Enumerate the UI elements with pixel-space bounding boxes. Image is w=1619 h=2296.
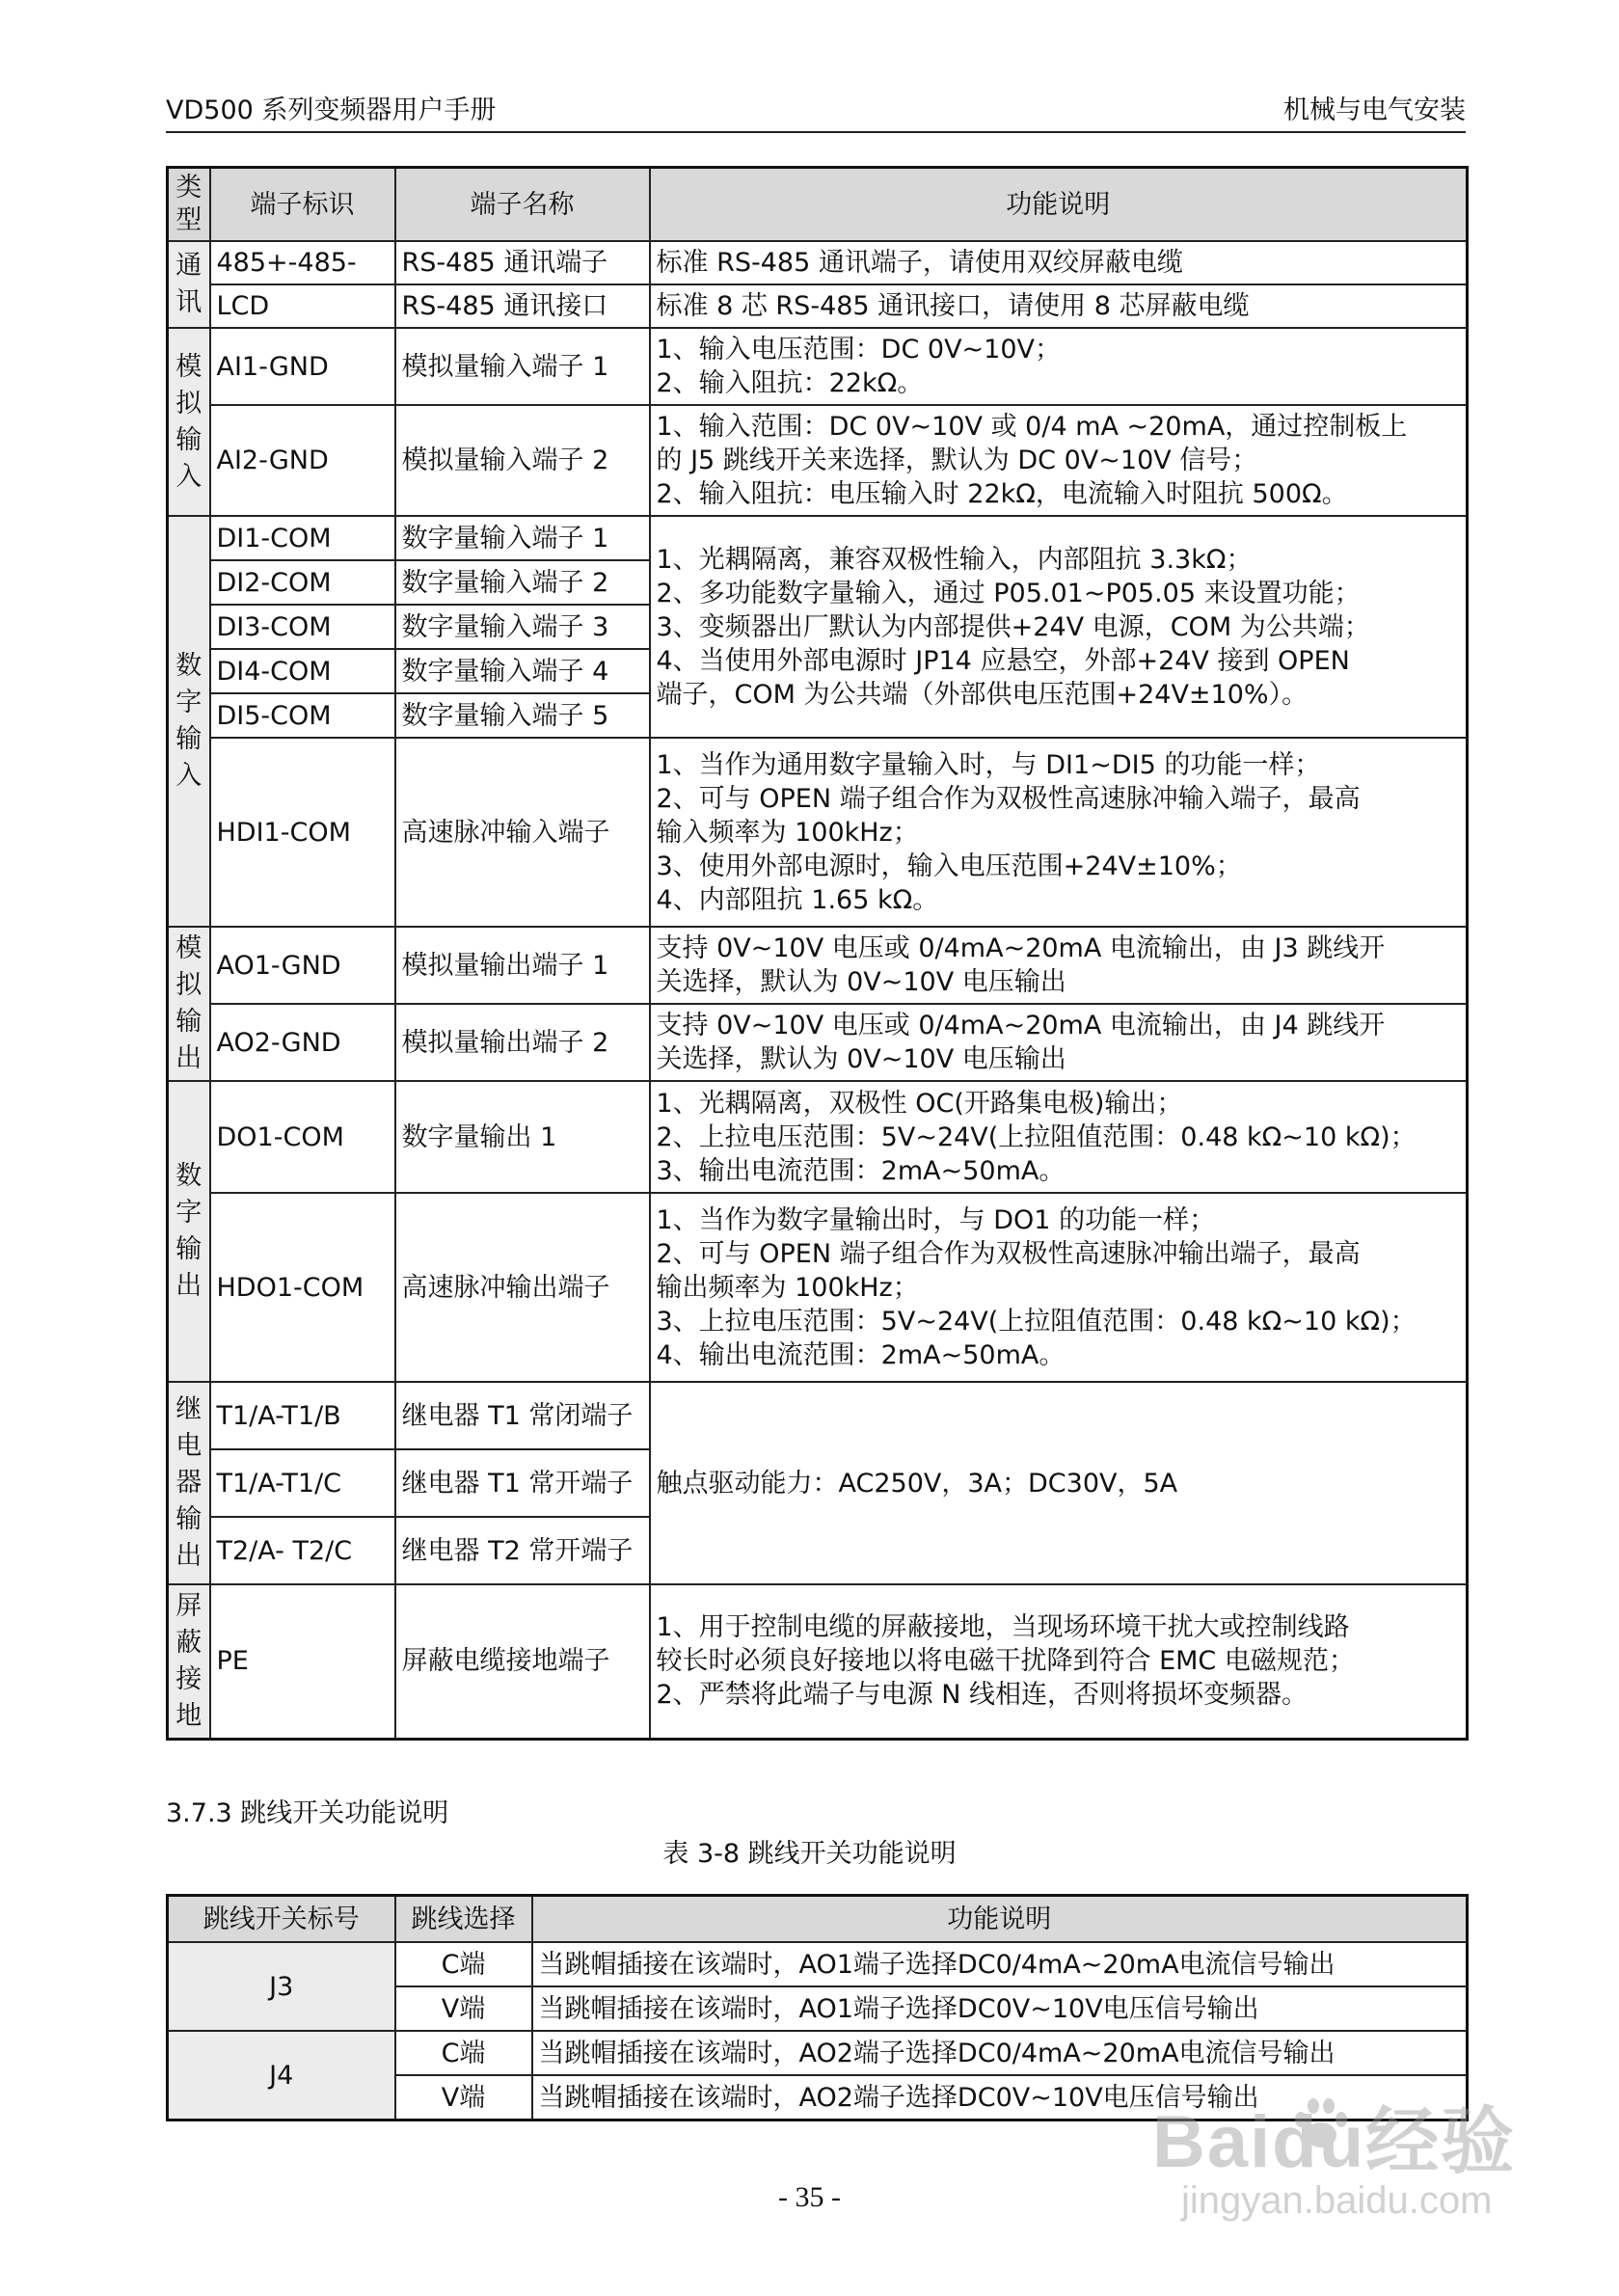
terminal-name: 模拟量输出端子 2 xyxy=(395,1004,650,1081)
table-row xyxy=(168,738,1468,927)
table-row xyxy=(168,927,1468,1004)
header-jumper-function: 功能说明 xyxy=(532,1896,1468,1943)
page-header xyxy=(166,89,1466,133)
jumper-label: J3 xyxy=(168,1942,395,2031)
table-row xyxy=(168,516,1468,560)
section-heading: 3.7.3 跳线开关功能说明 xyxy=(166,1798,449,1828)
terminal-desc: 标准 8 芯 RS-485 通讯接口，请使用 8 芯屏蔽电缆 xyxy=(650,284,1468,328)
terminal-desc: 1、输入电压范围：DC 0V~10V； 2、输入阻抗：22kΩ。 xyxy=(650,328,1468,405)
table-row xyxy=(168,1193,1468,1382)
table-row xyxy=(168,1942,1468,1986)
baidu-watermark xyxy=(1152,2083,1596,2237)
terminal-name: 数字量输入端子 2 xyxy=(395,560,650,605)
table-caption: 表 3-8 跳线开关功能说明 xyxy=(662,1839,957,1869)
terminal-id: DI5-COM xyxy=(210,693,395,738)
terminal-name: 数字量输入端子 4 xyxy=(395,649,650,693)
terminal-table-header xyxy=(168,168,1468,242)
terminal-name: 继电器 T1 常开端子 xyxy=(395,1449,650,1517)
terminal-desc: 1、光耦隔离，双极性 OC(开路集电极)输出； 2、上拉电压范围：5V~24V(上拉阻值范围：0.48 kΩ~10 kΩ)； 3、输出电流范围：2mA~50mA。 xyxy=(650,1081,1468,1193)
jumper-label: J4 xyxy=(168,2031,395,2120)
jumper-choice: C端 xyxy=(395,2031,532,2075)
header-jumper-choice: 跳线选择 xyxy=(395,1896,532,1943)
paw-icon xyxy=(1287,2091,1355,2158)
header-function: 功能说明 xyxy=(650,168,1468,242)
terminal-id: HDO1-COM xyxy=(210,1193,395,1382)
table-row xyxy=(168,2031,1468,2075)
terminal-id: DI1-COM xyxy=(210,516,395,560)
terminal-name: 模拟量输入端子 1 xyxy=(395,328,650,405)
header-terminal-id: 端子标识 xyxy=(210,168,395,242)
terminal-desc: 支持 0V~10V 电压或 0/4mA~20mA 电流输出，由 J4 跳线开 关选择，默认为 0V~10V 电压输出 xyxy=(650,1004,1468,1081)
terminal-desc: 支持 0V~10V 电压或 0/4mA~20mA 电流输出，由 J3 跳线开 关选择，默认为 0V~10V 电压输出 xyxy=(650,927,1468,1004)
chapter-title: 机械与电气安装 xyxy=(1283,95,1466,125)
jumper-table-header xyxy=(168,1896,1468,1943)
terminal-id: DI3-COM xyxy=(210,605,395,649)
watermark-brand: Baidu经验 xyxy=(1152,2101,1517,2183)
table-row xyxy=(168,284,1468,328)
terminal-desc: 触点驱动能力：AC250V，3A；DC30V，5A xyxy=(650,1382,1468,1584)
terminal-name: 屏蔽电缆接地端子 xyxy=(395,1584,650,1739)
page-number: - 35 - xyxy=(778,2181,841,2213)
terminal-id: AI1-GND xyxy=(210,328,395,405)
watermark-url: jingyan.baidu.com xyxy=(1181,2179,1493,2222)
terminal-name: 模拟量输入端子 2 xyxy=(395,405,650,516)
terminal-id: 485+-485- xyxy=(210,241,395,284)
terminal-name: RS-485 通讯接口 xyxy=(395,284,650,328)
manual-title: VD500 系列变频器用户手册 xyxy=(166,95,497,125)
terminal-id: T1/A-T1/C xyxy=(210,1449,395,1517)
jumper-desc: 当跳帽插接在该端时，AO2端子选择DC0V~10V电压信号输出 xyxy=(532,2075,1468,2120)
terminal-id: AI2-GND xyxy=(210,405,395,516)
terminal-id: HDI1-COM xyxy=(210,738,395,927)
header-terminal-name: 端子名称 xyxy=(395,168,650,242)
terminal-id: PE xyxy=(210,1584,395,1739)
terminal-name: 继电器 T2 常开端子 xyxy=(395,1517,650,1584)
table-row xyxy=(168,405,1468,516)
jumper-desc: 当跳帽插接在该端时，AO2端子选择DC0/4mA~20mA电流信号输出 xyxy=(532,2031,1468,2075)
table-row xyxy=(168,1081,1468,1193)
table-row xyxy=(168,1584,1468,1739)
header-jumper-id: 跳线开关标号 xyxy=(168,1896,395,1943)
category-digital-input: 数字输入 xyxy=(168,516,210,927)
terminal-desc: 1、当作为数字量输出时，与 DO1 的功能一样； 2、可与 OPEN 端子组合作为双极性高速脉冲输出端子，最高 输出频率为 100kHz； 3、上拉电压范围：5V~24V(上拉阻值范围：0.48 kΩ~10 kΩ)； 4、输出电流范围：2mA~50mA。 xyxy=(650,1193,1468,1382)
terminal-desc: 1、当作为通用数字量输入时，与 DI1~DI5 的功能一样； 2、可与 OPEN 端子组合作为双极性高速脉冲输入端子，最高 输入频率为 100kHz； 3、使用外部电源时，输入电压范围+24V±10%； 4、内部阻抗 1.65 kΩ。 xyxy=(650,738,1468,927)
jumper-choice: V端 xyxy=(395,1986,532,2031)
table-row xyxy=(168,328,1468,405)
jumper-choice: C端 xyxy=(395,1942,532,1986)
category-comm: 通讯 xyxy=(168,241,210,328)
terminal-desc: 标准 RS-485 通讯端子，请使用双绞屏蔽电缆 xyxy=(650,241,1468,284)
terminal-name: 高速脉冲输出端子 xyxy=(395,1193,650,1382)
terminal-desc: 1、输入范围：DC 0V~10V 或 0/4 mA ~20mA，通过控制板上 的 J5 跳线开关来选择，默认为 DC 0V~10V 信号； 2、输入阻抗：电压输入时 22kΩ，电流输入时阻抗 500Ω。 xyxy=(650,405,1468,516)
terminal-desc: 1、光耦隔离，兼容双极性输入，内部阻抗 3.3kΩ； 2、多功能数字量输入，通过 P05.01~P05.05 来设置功能； 3、变频器出厂默认为内部提供+24V 电源，COM 为公共端； 4、当使用外部电源时 JP14 应悬空，外部+24V 接到 OPEN 端子，COM 为公共端（外部供电压范围+24V±10%）。 xyxy=(650,516,1468,738)
table-row xyxy=(168,241,1468,284)
category-relay-output: 继电器输出 xyxy=(168,1382,210,1584)
terminal-id: DI4-COM xyxy=(210,649,395,693)
terminal-table xyxy=(166,166,1469,1741)
terminal-id: T1/A-T1/B xyxy=(210,1382,395,1449)
terminal-name: 数字量输入端子 3 xyxy=(395,605,650,649)
terminal-id: AO1-GND xyxy=(210,927,395,1004)
jumper-choice: V端 xyxy=(395,2075,532,2120)
category-analog-output: 模拟输出 xyxy=(168,927,210,1081)
terminal-name: 数字量输出 1 xyxy=(395,1081,650,1193)
terminal-name: 数字量输入端子 1 xyxy=(395,516,650,560)
terminal-name: 继电器 T1 常闭端子 xyxy=(395,1382,650,1449)
terminal-id: T2/A- T2/C xyxy=(210,1517,395,1584)
terminal-id: AO2-GND xyxy=(210,1004,395,1081)
terminal-name: RS-485 通讯端子 xyxy=(395,241,650,284)
category-shield-ground: 屏蔽接地 xyxy=(168,1584,210,1739)
category-analog-input: 模拟输入 xyxy=(168,328,210,516)
terminal-id: LCD xyxy=(210,284,395,328)
jumper-desc: 当跳帽插接在该端时，AO1端子选择DC0/4mA~20mA电流信号输出 xyxy=(532,1942,1468,1986)
jumper-desc: 当跳帽插接在该端时，AO1端子选择DC0V~10V电压信号输出 xyxy=(532,1986,1468,2031)
terminal-id: DI2-COM xyxy=(210,560,395,605)
terminal-desc: 1、用于控制电缆的屏蔽接地，当现场环境干扰大或控制线路 较长时必须良好接地以将电磁干扰降到符合 EMC 电磁规范； 2、严禁将此端子与电源 N 线相连，否则将损坏变频器。 xyxy=(650,1584,1468,1739)
table-row xyxy=(168,1004,1468,1081)
terminal-name: 高速脉冲输入端子 xyxy=(395,738,650,927)
table-row xyxy=(168,1382,1468,1449)
header-type: 类型 xyxy=(168,168,210,242)
terminal-id: DO1-COM xyxy=(210,1081,395,1193)
terminal-name: 数字量输入端子 5 xyxy=(395,693,650,738)
terminal-name: 模拟量输出端子 1 xyxy=(395,927,650,1004)
category-digital-output: 数字输出 xyxy=(168,1081,210,1382)
